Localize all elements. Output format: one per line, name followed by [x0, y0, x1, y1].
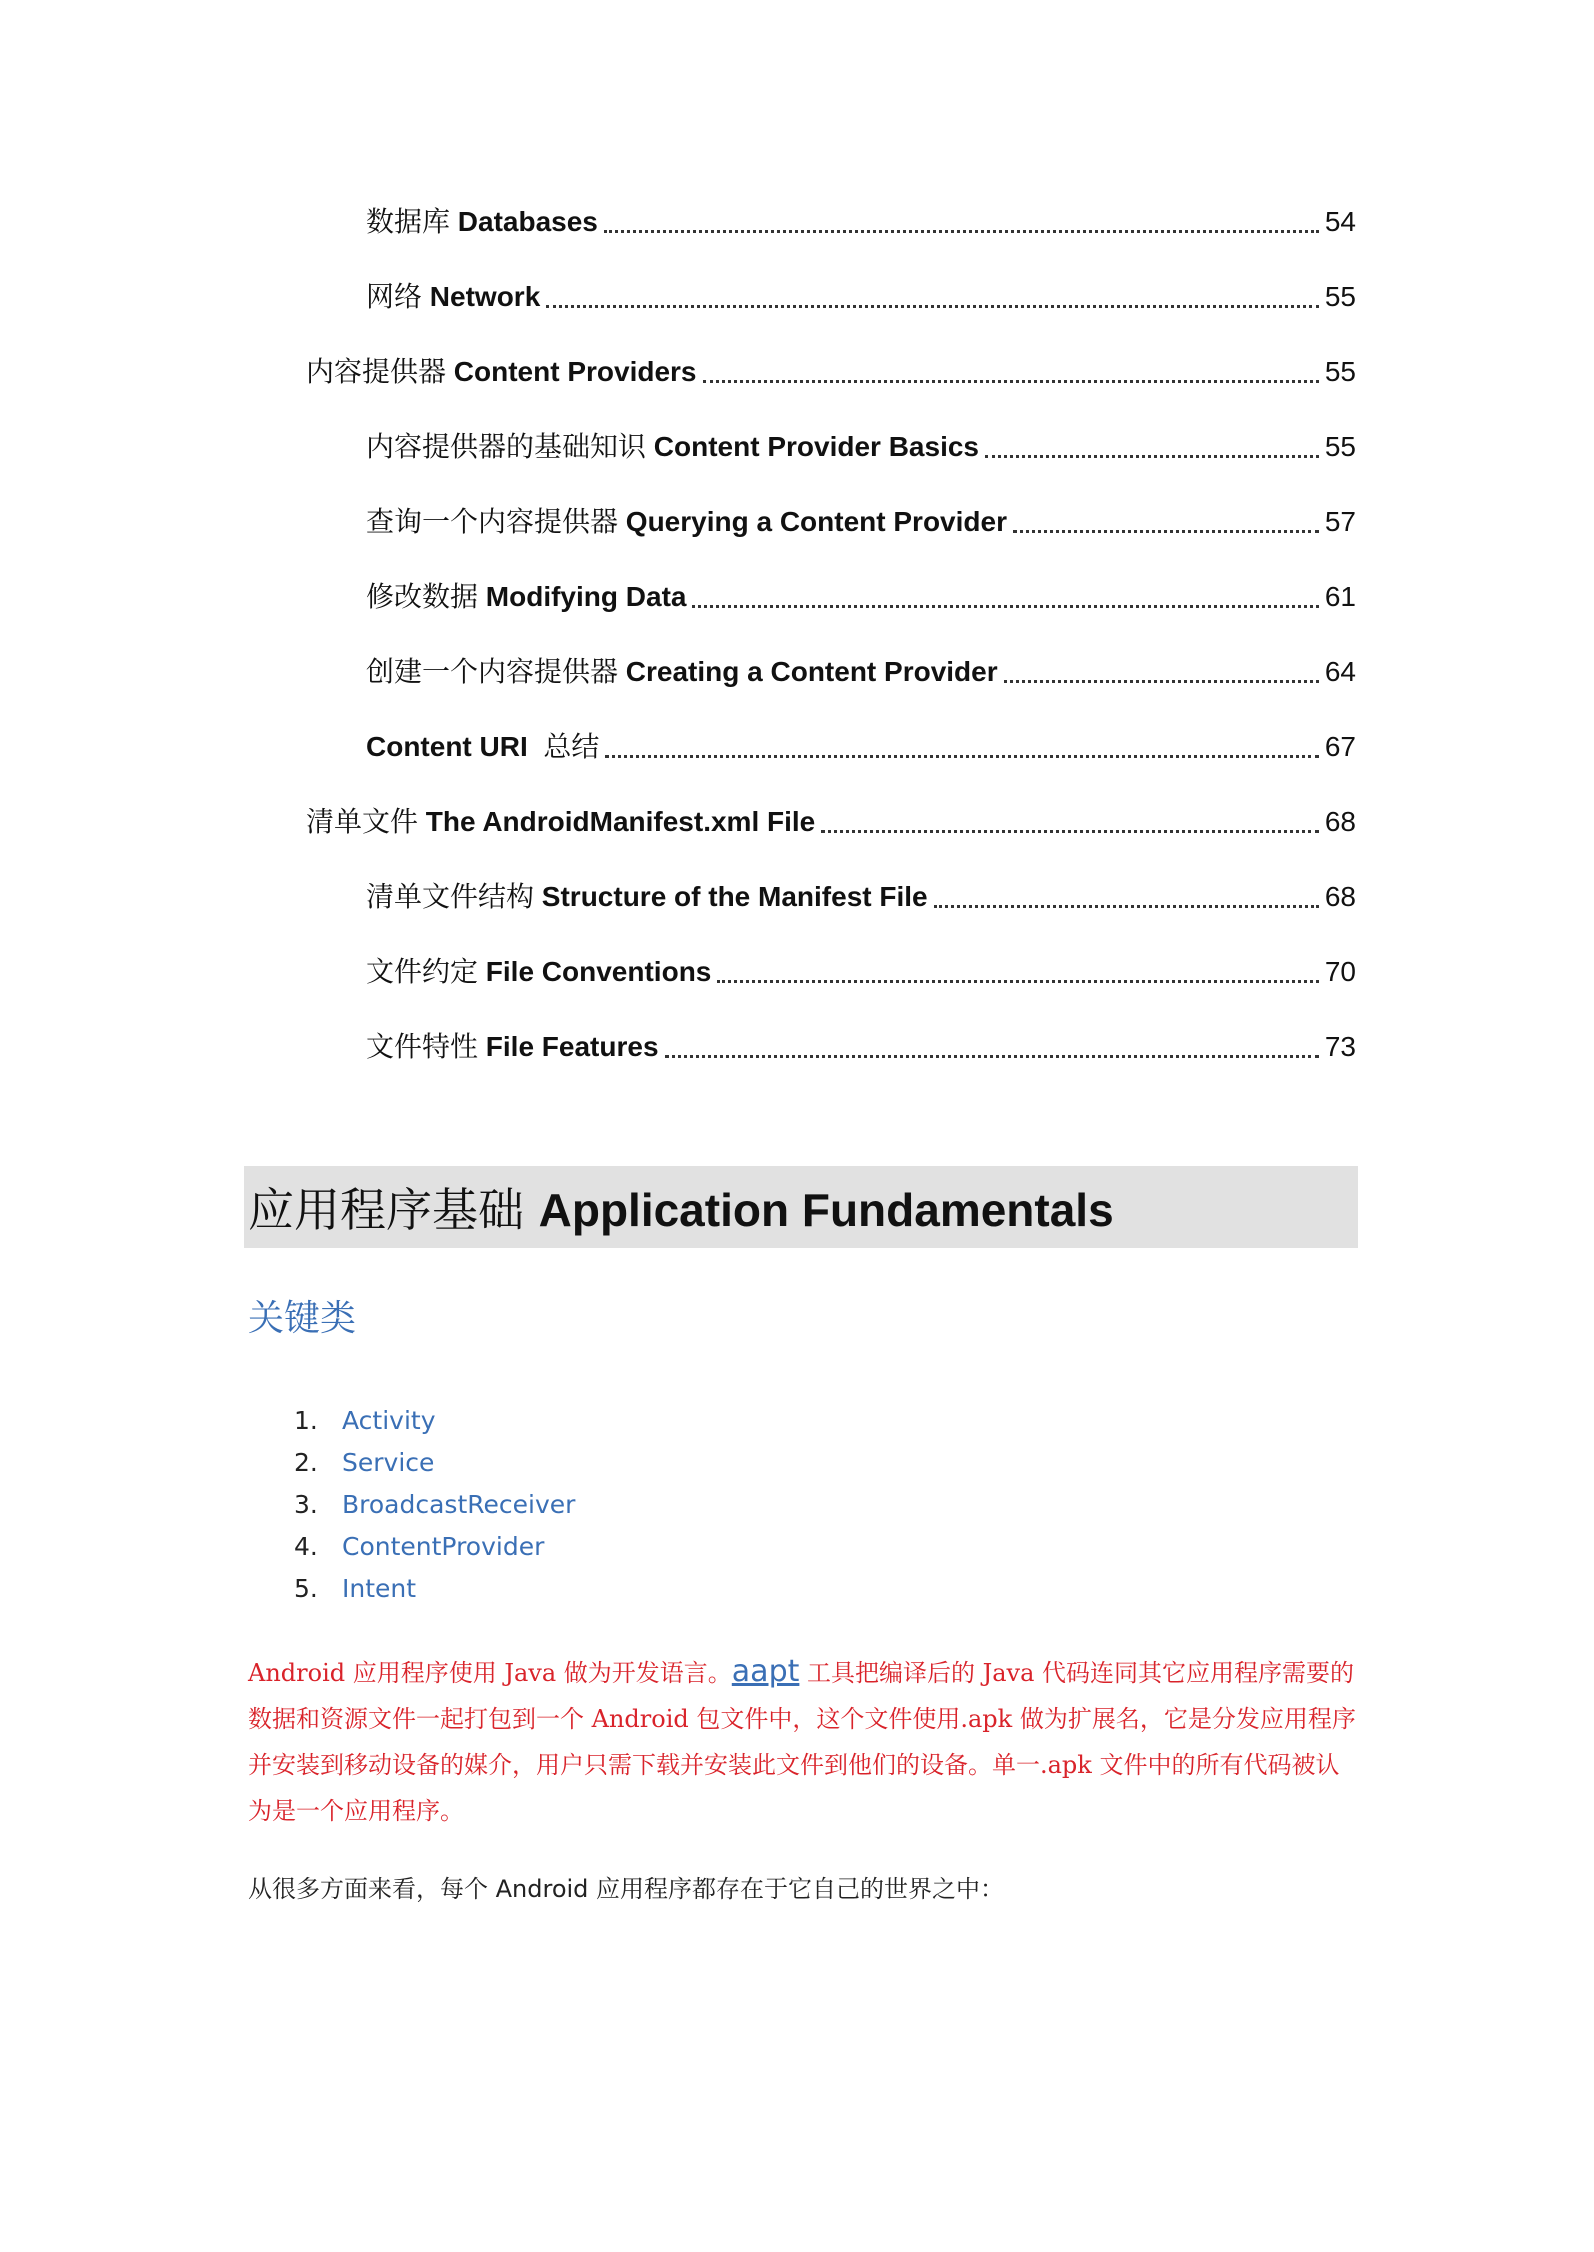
toc-entry-title: 文件约定 File Conventions	[366, 955, 712, 988]
toc-entry-title: 清单文件结构 Structure of the Manifest File	[366, 880, 928, 913]
list-number: 5.	[294, 1574, 318, 1603]
toc-page-number: 61	[1324, 581, 1356, 612]
toc-leader-dots	[605, 755, 1319, 758]
class-link-intent[interactable]: Intent	[342, 1574, 417, 1603]
toc-leader-dots	[604, 230, 1319, 233]
toc-entry[interactable]	[366, 498, 1356, 542]
toc-leader-dots	[717, 980, 1318, 983]
toc-entry[interactable]	[306, 798, 1356, 842]
toc-entry-title: 创建一个内容提供器 Creating a Content Provider	[366, 655, 998, 688]
class-link-broadcastreceiver[interactable]: BroadcastReceiver	[342, 1490, 576, 1519]
toc-entry-title: 网络 Network	[366, 280, 541, 313]
toc-page-number: 73	[1324, 1031, 1356, 1062]
toc-page-number: 68	[1324, 881, 1356, 912]
class-link-service[interactable]: Service	[342, 1448, 435, 1477]
section-title: 应用程序基础 Application Fundamentals	[248, 1183, 1114, 1237]
toc-entry[interactable]	[366, 873, 1356, 917]
toc-page-number: 54	[1324, 206, 1356, 237]
toc-entry[interactable]	[366, 648, 1356, 692]
toc-page-number: 68	[1324, 806, 1356, 837]
toc-entry[interactable]	[366, 948, 1356, 992]
list-item	[294, 1484, 575, 1526]
toc-leader-dots	[665, 1055, 1319, 1058]
list-number: 4.	[294, 1532, 318, 1561]
body-paragraph: 从很多方面来看，每个 Android 应用程序都存在于它自己的世界之中：	[248, 1875, 1005, 1903]
toc-leader-dots	[821, 830, 1319, 833]
toc-leader-dots	[1004, 680, 1319, 683]
list-item	[294, 1442, 575, 1484]
toc-entry[interactable]	[306, 348, 1356, 392]
toc-page-number: 55	[1324, 356, 1356, 387]
aapt-link[interactable]: aapt	[731, 1654, 800, 1689]
toc-entry-title: Content URI 总结	[366, 730, 600, 763]
list-number: 2.	[294, 1448, 318, 1477]
toc-entry-title: 文件特性 File Features	[366, 1030, 659, 1063]
toc-entry-title: 查询一个内容提供器 Querying a Content Provider	[366, 505, 1007, 538]
key-classes-list	[294, 1400, 575, 1610]
class-link-contentprovider[interactable]: ContentProvider	[342, 1532, 545, 1561]
toc-leader-dots	[703, 380, 1319, 383]
toc-entry[interactable]	[366, 573, 1356, 617]
toc-entry[interactable]	[366, 723, 1356, 767]
toc-entry[interactable]	[366, 423, 1356, 467]
class-link-activity[interactable]: Activity	[342, 1406, 436, 1435]
list-number: 1.	[294, 1406, 318, 1435]
toc-entry-title: 修改数据 Modifying Data	[366, 580, 687, 613]
toc-leader-dots	[985, 455, 1319, 458]
list-item	[294, 1568, 575, 1610]
toc-entry-title: 数据库 Databases	[366, 205, 598, 238]
subsection-title: 关键类	[248, 1298, 357, 1339]
toc-entry-title: 内容提供器的基础知识 Content Provider Basics	[366, 430, 979, 463]
toc-entry-title: 清单文件 The AndroidManifest.xml File	[306, 805, 816, 838]
list-item	[294, 1400, 575, 1442]
toc-page-number: 55	[1324, 431, 1356, 462]
toc-page-number: 67	[1324, 731, 1356, 762]
intro-paragraph: Android 应用程序使用 Java 做为开发语言。aapt 工具把编译后的 Java 代码连同其它应用程序需要的数据和资源文件一起打包到一个 Android 包文件中，这个文件使用.apk 做为扩展名，它是分发应用程序并安装到移动设备的媒介，用户只需下载并安装此文件到他们的设备。单一.apk 文件中的所有代码被认为是一个应用程序。	[248, 1654, 1356, 1825]
toc-page-number: 57	[1324, 506, 1356, 537]
toc-leader-dots	[1013, 530, 1319, 533]
toc-entry[interactable]	[366, 273, 1356, 317]
toc-page-number: 55	[1324, 281, 1356, 312]
toc-entry[interactable]	[366, 198, 1356, 242]
list-number: 3.	[294, 1490, 318, 1519]
toc-leader-dots	[546, 305, 1319, 308]
toc-page-number: 64	[1324, 656, 1356, 687]
toc-leader-dots	[934, 905, 1319, 908]
toc-leader-dots	[692, 605, 1318, 608]
toc-page-number: 70	[1324, 956, 1356, 987]
toc-entry-title: 内容提供器 Content Providers	[306, 355, 697, 388]
list-item	[294, 1526, 575, 1568]
section-heading	[244, 1166, 1358, 1248]
toc-entry[interactable]	[366, 1023, 1356, 1067]
